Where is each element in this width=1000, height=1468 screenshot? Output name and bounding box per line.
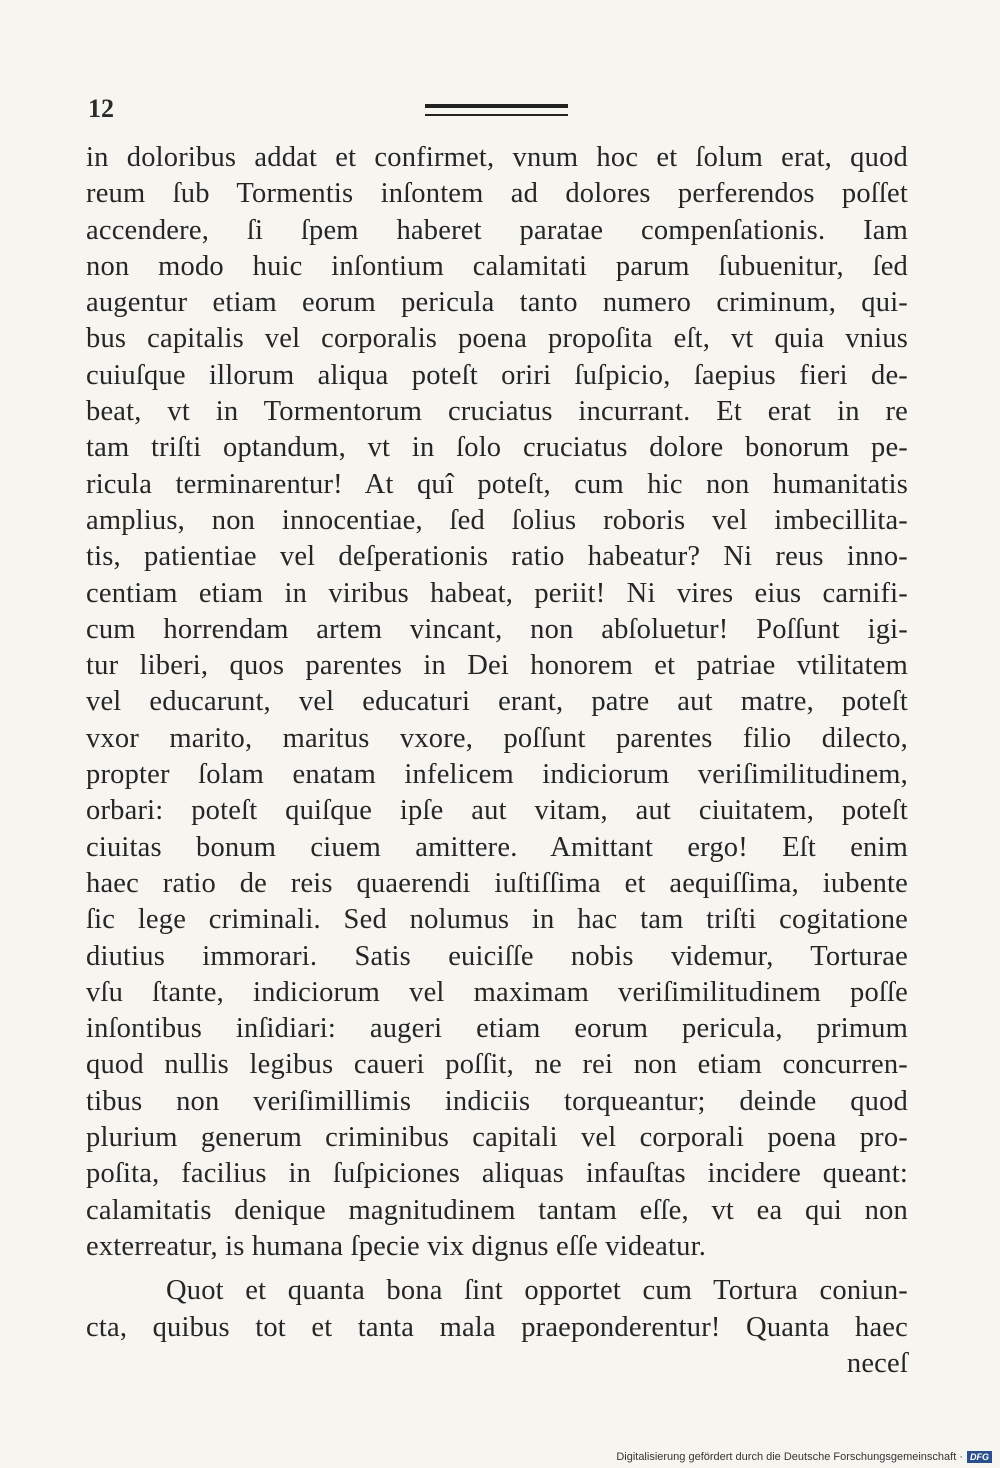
text-line: plurium generum criminibus capitali vel corporali poena pro- bbox=[86, 1122, 908, 1154]
text-line: cuiuſque illorum aliqua poteſt oriri ſuſpicio, ſaepius fieri de- bbox=[86, 359, 908, 391]
text-line: reum ſub Tormentis inſontem ad dolores perferendos poſſet bbox=[86, 178, 908, 210]
text-line: cum horrendam artem vincant, non abſoluetur! Poſſunt igi- bbox=[86, 613, 908, 645]
footer-text: Digitalisierung gefördert durch die Deutsche Forschungsgemeinschaft · bbox=[616, 1451, 963, 1463]
text-line: inſontibus inſidiari: augeri etiam eorum pericula, primum bbox=[86, 1013, 908, 1045]
text-line: tibus non veriſimillimis indiciis torqueantur; deinde quod bbox=[86, 1085, 908, 1117]
text-line: vxor marito, maritus vxore, poſſunt parentes filio dilecto, bbox=[86, 722, 908, 754]
text-line: ſic lege criminali. Sed nolumus in hac tam triſti cogitatione bbox=[86, 904, 908, 936]
text-line: Quot et quanta bona ſint opportet cum Tortura coniun- bbox=[166, 1275, 908, 1307]
digitization-footer bbox=[616, 1451, 992, 1463]
text-line: centiam etiam in viribus habeat, periit! Ni vires eius carnifi- bbox=[86, 577, 908, 609]
dfg-logo: DFG bbox=[967, 1451, 992, 1463]
text-line: poſita, facilius in ſuſpiciones aliquas infauſtas incidere queant: bbox=[86, 1158, 908, 1190]
text-line: bus capitalis vel corporalis poena propoſita eſt, vt quia vnius bbox=[86, 323, 908, 355]
text-line: ciuitas bonum ciuem amittere. Amittant ergo! Eſt enim bbox=[86, 831, 908, 863]
text-line: calamitatis denique magnitudinem tantam eſſe, vt ea qui non bbox=[86, 1194, 908, 1226]
text-line: non modo huic inſontium calamitati parum ſubuenitur, ſed bbox=[86, 250, 908, 282]
text-line: quod nullis legibus caueri poſſit, ne rei non etiam concurren- bbox=[86, 1049, 908, 1081]
text-line: orbari: poteſt quiſque ipſe aut vitam, aut ciuitatem, poteſt bbox=[86, 795, 908, 827]
text-line: vel educarunt, vel educaturi erant, patre aut matre, poteſt bbox=[86, 686, 908, 718]
header-rule bbox=[425, 104, 568, 116]
text-line: haec ratio de reis quaerendi iuſtiſſima et aequiſſima, iubente bbox=[86, 867, 908, 899]
text-line: beat, vt in Tormentorum cruciatus incurrant. Et erat in re bbox=[86, 396, 908, 428]
text-line: tur liberi, quos parentes in Dei honorem et patriae vtilitatem bbox=[86, 650, 908, 682]
text-line: vſu ſtante, indiciorum vel maximam veriſimilitudinem poſſe bbox=[86, 976, 908, 1008]
page-number: 12 bbox=[88, 94, 114, 123]
text-line: augentur etiam eorum pericula tanto numero criminum, qui- bbox=[86, 287, 908, 319]
text-line: propter ſolam enatam infelicem indiciorum veriſimilitudinem, bbox=[86, 759, 908, 791]
text-line: in doloribus addat et confirmet, vnum hoc et ſolum erat, quod bbox=[86, 142, 908, 173]
body-text bbox=[86, 140, 908, 1382]
text-line: tis, patientiae vel deſperationis ratio habeatur? Ni reus inno- bbox=[86, 541, 908, 573]
text-line: tam triſti optandum, vt in ſolo cruciatus dolore bonorum pe- bbox=[86, 432, 908, 464]
text-line: amplius, non innocentiae, ſed ſolius roboris vel imbecillita- bbox=[86, 504, 908, 536]
text-line: cta, quibus tot et tanta mala praeponderentur! Quanta haec bbox=[86, 1311, 908, 1343]
text-line: accendere, ſi ſpem haberet paratae compenſationis. Iam bbox=[86, 214, 908, 246]
catchword: neceſ bbox=[846, 1347, 908, 1379]
text-line: exterreatur, is humana ſpecie vix dignus eſſe videatur. bbox=[86, 1230, 707, 1262]
text-line: ricula terminarentur! At quî poteſt, cum hic non humanitatis bbox=[86, 468, 908, 500]
text-line: diutius immorari. Satis euiciſſe nobis videmur, Torturae bbox=[86, 940, 908, 972]
